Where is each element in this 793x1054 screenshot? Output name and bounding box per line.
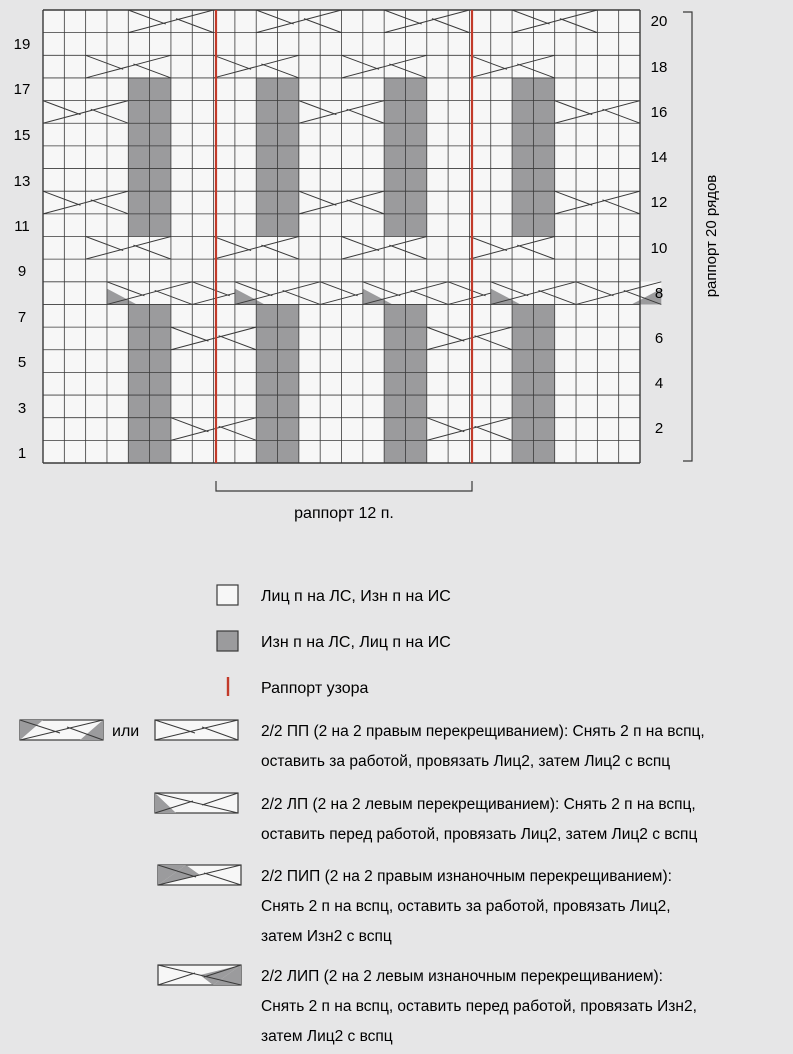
knit-swatch xyxy=(217,585,238,605)
lc-desc-line1: 2/2 ЛП (2 на 2 левым перекрещиванием): Снять 2 п на вспц, xyxy=(261,796,696,813)
rpc-desc-line3: затем Изн2 с вспц xyxy=(261,928,392,945)
row-number: 19 xyxy=(13,36,31,53)
row-number: 9 xyxy=(17,263,27,280)
row-number: 17 xyxy=(13,81,31,98)
row-number: 14 xyxy=(650,149,668,166)
or-word: или xyxy=(112,723,140,740)
chart-grid xyxy=(43,10,640,463)
left-purl-cross-symbol xyxy=(158,965,241,985)
row-number: 3 xyxy=(17,400,27,417)
lc-desc-line2: оставить перед работой, провязать Лиц2, затем Лиц2 с вспц xyxy=(261,826,698,843)
legend-repeat-label: Раппорт узора xyxy=(261,680,369,697)
row-number: 18 xyxy=(650,59,668,76)
row-number: 16 xyxy=(650,104,668,121)
row-number: 10 xyxy=(650,240,668,257)
lpc-desc-line1: 2/2 ЛИП (2 на 2 левым изнаночным перекрещиванием): xyxy=(261,968,663,985)
rc-desc-line1: 2/2 ПП (2 на 2 правым перекрещиванием): Снять 2 п на вспц, xyxy=(261,723,705,740)
rpc-desc-line1: 2/2 ПИП (2 на 2 правым изнаночным перекрещиванием): xyxy=(261,868,672,885)
legend-purl-label: Изн п на ЛС, Лиц п на ИС xyxy=(261,634,451,651)
row-number: 11 xyxy=(14,218,30,235)
left-row-numbers xyxy=(14,36,31,462)
row-number: 1 xyxy=(17,445,27,462)
row-number: 15 xyxy=(13,127,31,144)
right-row-numbers xyxy=(651,13,668,437)
row-number: 8 xyxy=(654,285,664,302)
row-number: 6 xyxy=(654,330,664,347)
right-cross-symbol-a xyxy=(20,720,103,740)
legend-knit-label: Лиц п на ЛС, Изн п на ИС xyxy=(261,588,451,605)
lpc-desc-line2: Снять 2 п на вспц, оставить перед работой, провязать Изн2, xyxy=(261,998,697,1015)
row-repeat-label: раппорт 20 рядов xyxy=(703,174,720,298)
row-number: 5 xyxy=(17,354,27,371)
stitch-repeat-label: раппорт 12 п. xyxy=(294,505,394,522)
left-cross-symbol xyxy=(155,793,238,813)
rc-desc-line2: оставить за работой, провязать Лиц2, затем Лиц2 с вспц xyxy=(261,753,671,770)
knitting-chart xyxy=(43,10,664,463)
row-number: 13 xyxy=(13,173,31,190)
row-number: 7 xyxy=(17,309,27,326)
right-cross-symbol-b xyxy=(155,720,238,740)
row-repeat-bracket xyxy=(683,12,720,461)
lpc-desc-line3: затем Лиц2 с вспц xyxy=(261,1028,393,1045)
row-number: 12 xyxy=(650,194,668,211)
row-number: 20 xyxy=(650,13,668,30)
legend xyxy=(20,585,705,1045)
stitch-repeat-bracket xyxy=(216,481,472,522)
rpc-desc-line2: Снять 2 п на вспц, оставить за работой, провязать Лиц2, xyxy=(261,898,671,915)
purl-swatch xyxy=(217,631,238,651)
row-number: 4 xyxy=(654,375,664,392)
right-purl-cross-symbol xyxy=(158,865,241,885)
row-number: 2 xyxy=(654,420,664,437)
